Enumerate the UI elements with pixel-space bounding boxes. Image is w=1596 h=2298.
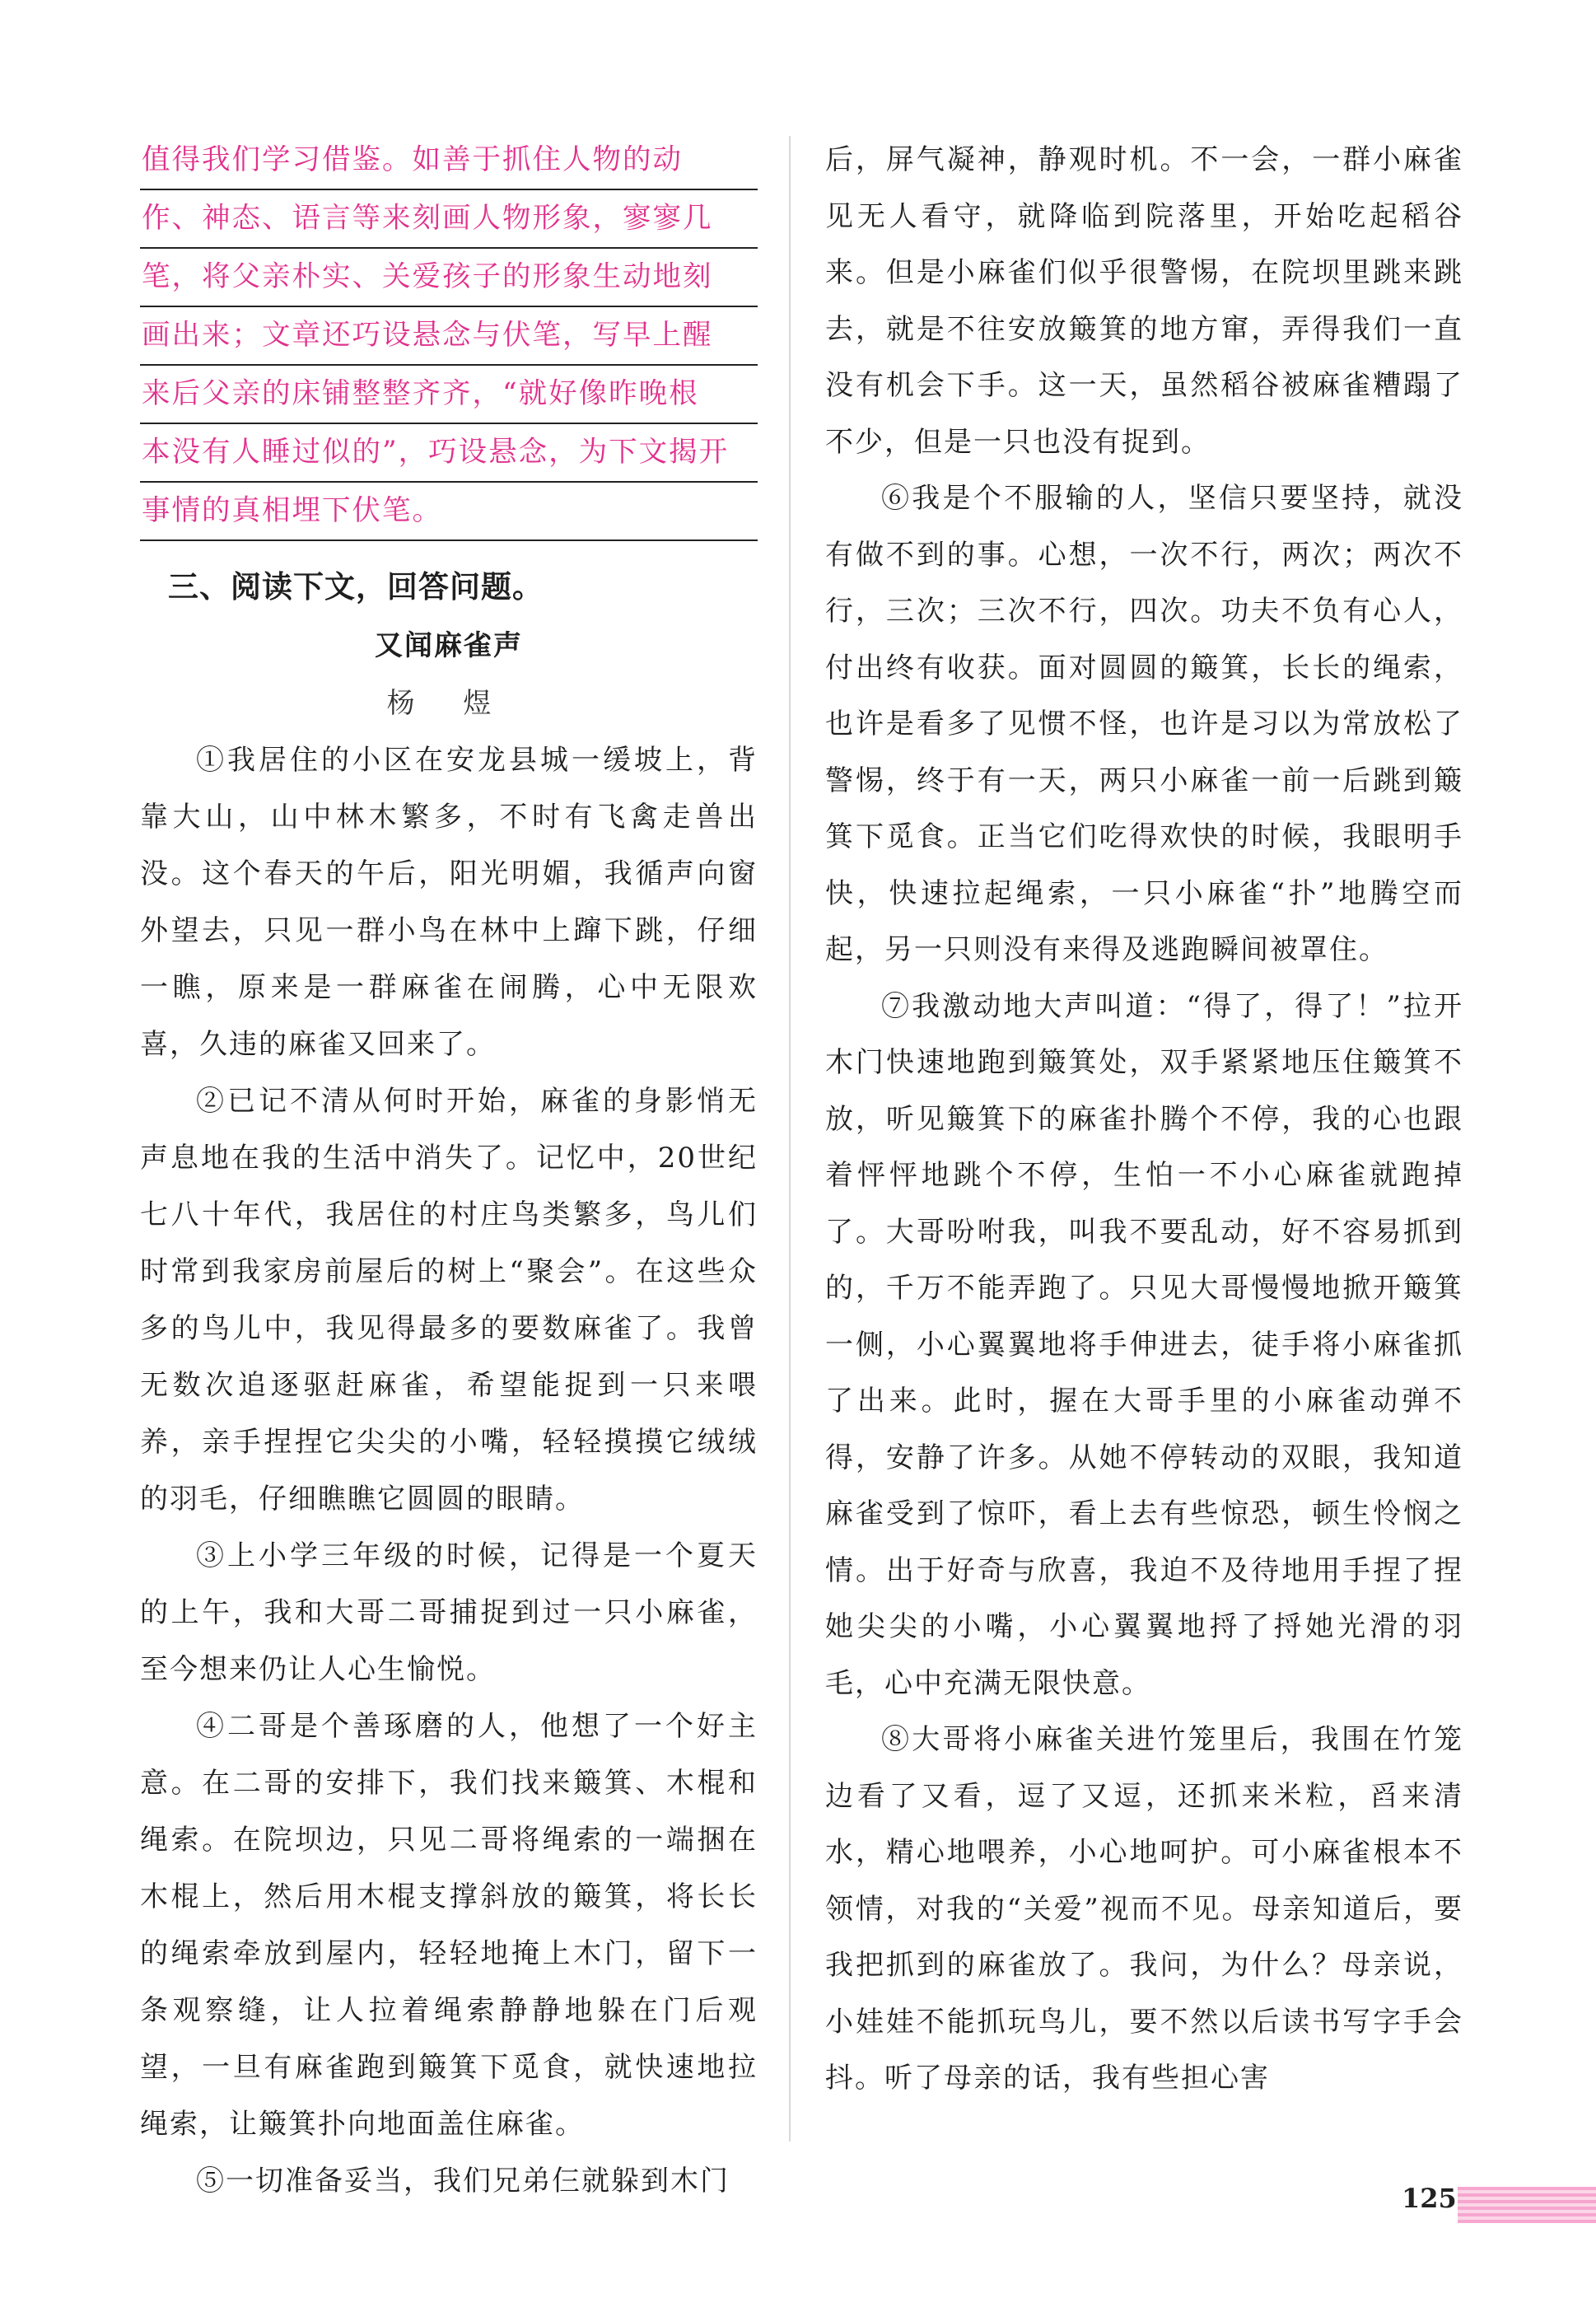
left-column xyxy=(140,132,758,2210)
article-author: 杨 煜 xyxy=(386,687,511,720)
page-number: 125 xyxy=(1402,2183,1457,2214)
analysis-line: 笔，将父亲朴实、关爱孩子的形象生动地刻 xyxy=(140,249,758,307)
paragraph-7: ⑦我激动地大声叫道：“得了，得了！”拉开木门快速地跑到簸箕处，双手紧紧地压住簸箕不放，听见簸箕下的麻雀扑腾个不停，我的心也跟着怦怦地跳个不停，生怕一不小心麻雀就跑掉了。大哥吩咐我，叫我不要乱动，好不容易抓到的，千万不能弄跑了。只见大哥慢慢地掀开簸箕一侧，小心翼翼地将手伸进去，徒手将小麻雀抓了出来。此时，握在大哥手里的小麻雀动弹不得，安静了许多。从她不停转动的双眼，我知道麻雀受到了惊吓，看上去有些惊恐，顿生怜悯之情。出于好奇与欣喜，我迫不及待地用手捏了捏她尖尖的小嘴，小心翼翼地捋了捋她光滑的羽毛，心中充满无限快意。 xyxy=(825,989,1463,1700)
paragraph-5-continued: 后，屏气凝神，静观时机。不一会，一群小麻雀见无人看守，就降临到院落里，开始吃起稻谷来。但是小麻雀们似乎很警惕，在院坝里跳来跳去，就是不往安放簸箕的地方窜，弄得我们一直没有机会下手。这一天，虽然稻谷被麻雀糟蹋了不少，但是一只也没有捉到。 xyxy=(825,143,1463,459)
section-title: 三、阅读下文，回答问题。 xyxy=(168,569,544,605)
paragraph-1: ①我居住的小区在安龙县城一缓坡上，背靠大山，山中林木繁多，不时有飞禽走兽出没。这个春天的午后，阳光明媚，我循声向窗外望去，只见一群小鸟在林中上蹿下跳，仔细一瞧，原来是一群麻雀在闹腾，心中无限欢喜，久违的麻雀又回来了。 xyxy=(140,744,758,1061)
paragraph-6: ⑥我是个不服输的人，坚信只要坚持，就没有做不到的事。心想，一次不行，两次；两次不行，三次；三次不行，四次。功夫不负有心人，付出终有收获。面对圆圆的簸箕，长长的绳索，也许是看多了见惯不怪，也许是习以为常放松了警惕，终于有一天，两只小麻雀一前一后跳到簸箕下觅食。正当它们吃得欢快的时候，我眼明手快，快速拉起绳索，一只小麻雀“扑”地腾空而起，另一只则没有来得及逃跑瞬间被罩住。 xyxy=(825,482,1463,966)
analysis-line: 作、神态、语言等来刻画人物形象，寥寥几 xyxy=(140,190,758,249)
article-title: 又闻麻雀声 xyxy=(375,629,523,662)
analysis-line: 值得我们学习借鉴。如善于抓住人物的动 xyxy=(140,132,758,190)
paragraph-4: ④二哥是个善琢磨的人，他想了一个好主意。在二哥的安排下，我们找来簸箕、木棍和绳索。在院坝边，只见二哥将绳索的一端捆在木棍上，然后用木棍支撑斜放的簸箕，将长长的绳索牵放到屋内，轻轻地掩上木门，留下一条观察缝，让人拉着绳索静静地躲在门后观望，一旦有麻雀跑到簸箕下觅食，就快速地拉绳索，让簸箕扑向地面盖住麻雀。 xyxy=(140,1710,758,2141)
column-divider xyxy=(789,136,791,2142)
analysis-line: 本没有人睡过似的”，巧设悬念，为下文揭开 xyxy=(140,424,758,483)
analysis-line: 画出来；文章还巧设悬念与伏笔，写早上醒 xyxy=(140,307,758,366)
page-corner-decoration xyxy=(1458,2187,1596,2223)
right-column xyxy=(825,132,1463,2107)
analysis-line: 来后父亲的床铺整整齐齐，“就好像昨晚根 xyxy=(140,366,758,424)
analysis-line: 事情的真相埋下伏笔。 xyxy=(140,483,758,541)
paragraph-8: ⑧大哥将小麻雀关进竹笼里后，我围在竹笼边看了又看，逗了又逗，还抓来米粒，舀来清水，精心地喂养，小心地呵护。可小麻雀根本不领情，对我的“关爱”视而不见。母亲知道后，要我把抓到的麻雀放了。我问，为什么？母亲说，小娃娃不能抓玩鸟儿，要不然以后读书写字手会抖。听了母亲的话，我有些担心害 xyxy=(825,1723,1463,2095)
paragraph-3: ③上小学三年级的时候，记得是一个夏天的上午，我和大哥二哥捕捉到过一只小麻雀，至今想来仍让人心生愉悦。 xyxy=(140,1539,758,1686)
paragraph-2: ②已记不清从何时开始，麻雀的身影悄无声息地在我的生活中消失了。记忆中，20世纪七八十年代，我居住的村庄鸟类繁多，鸟儿们时常到我家房前屋后的树上“聚会”。在这些众多的鸟儿中，我见得最多的要数麻雀了。我曾无数次追逐驱赶麻雀，希望能捉到一只来喂养，亲手捏捏它尖尖的小嘴，轻轻摸摸它绒绒的羽毛，仔细瞧瞧它圆圆的眼睛。 xyxy=(140,1085,758,1516)
paragraph-5-start: ⑤一切准备妥当，我们兄弟仨就躲到木门 xyxy=(196,2165,730,2198)
analysis-block xyxy=(140,132,758,541)
